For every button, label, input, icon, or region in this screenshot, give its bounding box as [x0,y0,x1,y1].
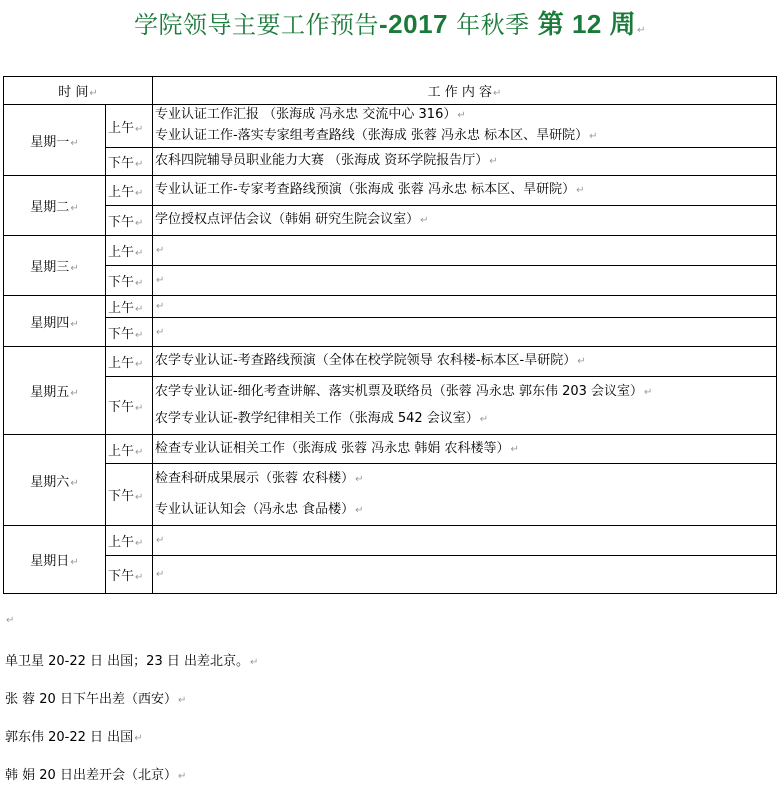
table-row [4,347,777,377]
content-line: 农学专业认证-教学纪律相关工作（张海成 542 会议室）↵ [155,410,489,426]
period-cell: 上午↵ [106,236,153,266]
table-row [4,176,777,206]
content-line: ↵ [156,569,165,580]
content-line: 学位授权点评估会议（韩娟 研究生院会议室）↵ [155,212,429,227]
table-row [4,148,777,176]
schedule-body [4,105,777,594]
content-line: ↵ [156,535,165,546]
content-cell [153,377,777,435]
header-content: 工 作 内 容↵ [153,77,777,105]
title-year: -2017 [378,9,448,39]
content-cell [153,296,777,318]
note-item: 韩 娟 20 日出差开会（北京）↵ [5,768,187,783]
content-cell [153,266,777,296]
content-cell [153,105,777,148]
period-cell: 上午↵ [106,347,153,377]
table-row [4,318,777,347]
content-line: 农学专业认证-细化考查讲解、落实机票及联络员（张蓉 冯永忠 郭东伟 203 会议室）↵ [155,383,653,399]
title-week: 第 12 周 [537,9,637,39]
period-cell: 上午↵ [106,296,153,318]
title-main: 学院领导主要工作预告 [133,11,379,39]
day-cell: 星期五↵ [4,347,106,435]
period-cell: 上午↵ [106,176,153,206]
day-cell: 星期四↵ [4,296,106,347]
content-line: 专业认证工作-专家考查路线预演（张海成 张蓉 冯永忠 标本区、旱研院）↵ [155,182,585,197]
period-cell: 下午↵ [106,266,153,296]
content-cell [153,347,777,377]
day-cell: 星期三↵ [4,236,106,296]
notes-blank-line: ↵ [6,615,15,626]
content-cell [153,176,777,206]
period-cell: 下午↵ [106,464,153,526]
content-line: 检查科研成果展示（张蓉 农科楼）↵ [155,470,364,486]
content-cell [153,148,777,176]
page-title [0,4,780,41]
day-cell: 星期日↵ [4,526,106,594]
content-line: ↵ [156,326,165,338]
table-row [4,435,777,464]
table-row [4,236,777,266]
content-line: 农学专业认证-考查路线预演（全体在校学院领导 农科楼-标本区-旱研院）↵ [155,353,586,368]
content-line: ↵ [156,301,165,312]
content-cell [153,318,777,347]
period-cell: 下午↵ [106,148,153,176]
period-cell: 下午↵ [106,556,153,594]
schedule-table [3,76,777,594]
table-header-row [4,77,777,105]
period-cell: 上午↵ [106,435,153,464]
content-line: 农科四院辅导员职业能力大赛 （张海成 资环学院报告厅）↵ [155,153,498,168]
day-cell: 星期一↵ [4,105,106,176]
period-cell: 上午↵ [106,105,153,148]
content-line: 检查专业认证相关工作（张海成 张蓉 冯永忠 韩娟 农科楼等）↵ [155,440,519,456]
table-row [4,464,777,526]
table-row [4,105,777,148]
content-cell [153,464,777,526]
table-row [4,266,777,296]
period-cell: 下午↵ [106,377,153,435]
note-item: 单卫星 20-22 日 出国；23 日 出差北京。↵ [5,654,259,669]
content-line: 专业认证工作汇报 （张海成 冯永忠 交流中心 316）↵ [155,107,466,122]
header-time: 时 间↵ [4,77,153,105]
content-line: 专业认证工作-落实专家组考查路线（张海成 张蓉 冯永忠 标本区、旱研院）↵ [155,128,598,143]
day-cell: 星期二↵ [4,176,106,236]
content-cell [153,236,777,266]
note-item: 张 蓉 20 日下午出差（西安）↵ [5,692,187,707]
table-row [4,296,777,318]
period-cell: 下午↵ [106,318,153,347]
content-cell [153,206,777,236]
table-row [4,377,777,435]
table-row [4,526,777,556]
content-line: ↵ [156,275,165,286]
note-item: 郭东伟 20-22 日 出国↵ [5,730,143,745]
content-line: ↵ [156,245,165,256]
title-season: 年秋季 [447,11,538,39]
period-cell: 下午↵ [106,206,153,236]
day-cell: 星期六↵ [4,435,106,526]
content-line: 专业认证认知会（冯永忠 食品楼）↵ [155,501,364,517]
table-row [4,556,777,594]
period-cell: 上午↵ [106,526,153,556]
content-cell [153,526,777,556]
table-row [4,206,777,236]
paragraph-mark-icon: ↵ [637,25,647,36]
content-cell [153,556,777,594]
content-cell [153,435,777,464]
